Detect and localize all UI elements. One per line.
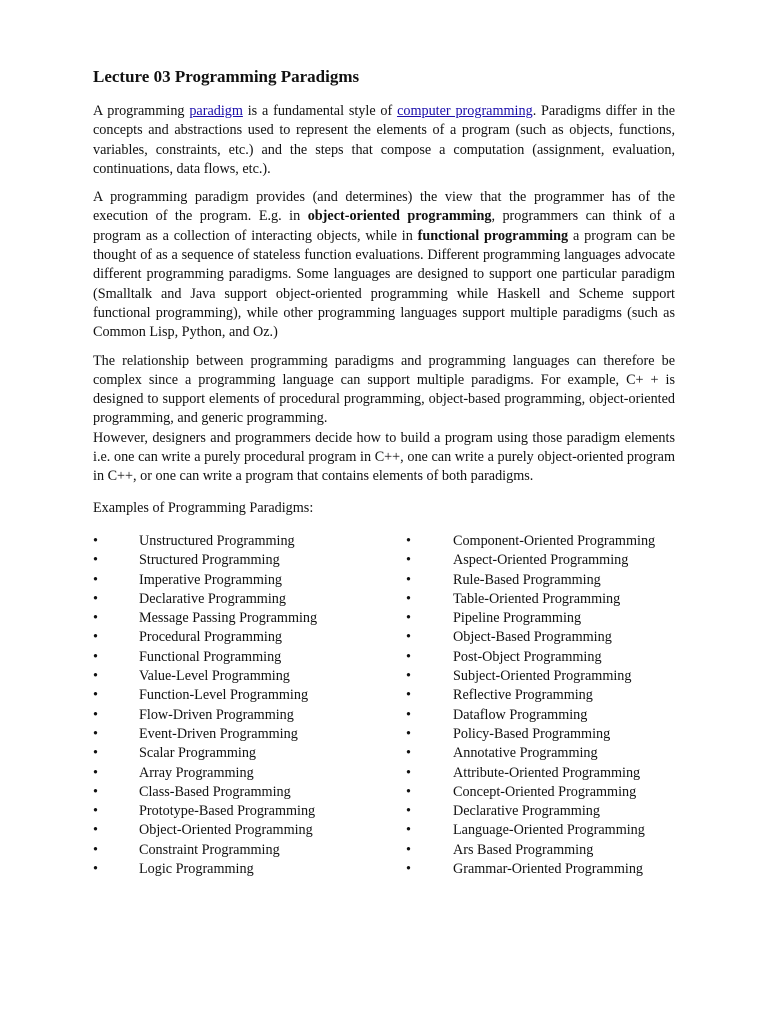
list-item-label: Value-Level Programming (139, 668, 290, 685)
list-item (406, 686, 706, 705)
paragraph-relationship: The relationship between programming paradigms and programming languages can therefore be complex since a programming language can support multiple paradigms. For example, C+ + is designed to support elements of procedural programming, object-based programming, object-oriented programming, and generic programming. (93, 352, 675, 427)
list-item (406, 628, 706, 647)
list-item (406, 802, 706, 821)
list-item (406, 725, 706, 744)
left-paradigm-list (93, 532, 393, 879)
list-item (406, 764, 706, 783)
list-item-label: Declarative Programming (139, 590, 286, 607)
list-item-label: Component-Oriented Programming (453, 532, 656, 549)
bullet-icon: • (93, 764, 98, 781)
list-item-label: Concept-Oriented Programming (453, 783, 637, 800)
bullet-icon: • (406, 764, 411, 781)
list-item-label: Attribute-Oriented Programming (453, 764, 641, 781)
bullet-icon: • (406, 706, 411, 723)
bullet-icon: • (406, 803, 411, 820)
list-item (93, 571, 393, 590)
bullet-icon: • (406, 629, 411, 646)
list-item (406, 667, 706, 686)
bullet-icon: • (93, 687, 98, 704)
oop-term: object-oriented programming (307, 208, 492, 225)
bullet-icon: • (93, 532, 98, 549)
list-item (93, 609, 393, 628)
list-item-label: Object-Based Programming (453, 629, 612, 646)
bullet-icon: • (406, 590, 411, 607)
list-item (406, 744, 706, 763)
bullet-icon: • (93, 571, 98, 588)
list-item-label: Rule-Based Programming (453, 571, 601, 588)
list-item (406, 532, 706, 551)
bullet-icon: • (93, 590, 98, 607)
list-item-label: Reflective Programming (453, 687, 593, 704)
bullet-icon: • (93, 648, 98, 665)
list-item-label: Array Programming (139, 764, 254, 781)
list-item-label: Scalar Programming (139, 745, 257, 762)
list-item-label: Message Passing Programming (139, 610, 318, 627)
list-item (406, 860, 706, 879)
bullet-icon: • (93, 822, 98, 839)
fp-term: functional programming (417, 227, 569, 244)
list-item-label: Structured Programming (139, 552, 280, 569)
list-item (93, 686, 393, 705)
list-item (406, 648, 706, 667)
bullet-icon: • (93, 552, 98, 569)
list-item-label: Subject-Oriented Programming (453, 668, 632, 685)
list-item (93, 532, 393, 551)
list-item (93, 551, 393, 570)
paradigm-link[interactable]: paradigm (189, 103, 243, 119)
list-item (93, 667, 393, 686)
bullet-icon: • (93, 725, 98, 742)
list-item (93, 706, 393, 725)
bullet-icon: • (93, 629, 98, 646)
list-item-label: Imperative Programming (139, 571, 283, 588)
list-item-label: Aspect-Oriented Programming (453, 552, 629, 569)
para2-text-2: , programmers can think of a program as a collection of interacting objects, while in (93, 208, 675, 244)
bullet-icon: • (93, 668, 98, 685)
bullet-icon: • (406, 822, 411, 839)
bullet-icon: • (93, 803, 98, 820)
list-item (406, 821, 706, 840)
list-item-label: Procedural Programming (139, 629, 283, 646)
list-item-label: Table-Oriented Programming (453, 590, 621, 607)
list-item (406, 609, 706, 628)
list-item (93, 783, 393, 802)
list-item-label: Flow-Driven Programming (139, 706, 294, 723)
para1-text-3: . Paradigms differ in the concepts and abstractions used to represent the elements of a program (such as objects, functions, variables, constraints, etc.) and the steps that compose a computation (assignment, evaluation, continuations, data flows, etc.). (93, 103, 675, 177)
list-item-label: Grammar-Oriented Programming (453, 860, 644, 877)
list-item-label: Prototype-Based Programming (139, 803, 316, 820)
document-page (93, 66, 676, 877)
list-item-label: Unstructured Programming (139, 532, 295, 549)
list-item (93, 764, 393, 783)
list-item (93, 725, 393, 744)
paragraph-view (93, 188, 675, 342)
bullet-icon: • (406, 745, 411, 762)
bullet-icon: • (406, 610, 411, 627)
bullet-icon: • (406, 552, 411, 569)
list-item-label: Event-Driven Programming (139, 725, 298, 742)
list-item (406, 551, 706, 570)
list-item-label: Class-Based Programming (139, 783, 291, 800)
list-item (93, 628, 393, 647)
bullet-icon: • (406, 860, 411, 877)
bullet-icon: • (406, 668, 411, 685)
page-title: Lecture 03 Programming Paradigms (93, 67, 360, 86)
list-item-label: Policy-Based Programming (453, 725, 611, 742)
bullet-icon: • (406, 725, 411, 742)
list-item-label: Dataflow Programming (453, 706, 588, 723)
right-paradigm-list (406, 532, 706, 879)
list-item-label: Object-Oriented Programming (139, 822, 313, 839)
bullet-icon: • (406, 648, 411, 665)
list-item-label: Post-Object Programming (453, 648, 602, 665)
list-item-label: Functional Programming (139, 648, 282, 665)
para1-text-1: A programming (93, 103, 190, 119)
bullet-icon: • (93, 783, 98, 800)
list-item-label: Function-Level Programming (139, 687, 309, 704)
bullet-icon: • (93, 860, 98, 877)
list-item-label: Declarative Programming (453, 803, 600, 820)
para2-text-3: a program can be thought of as a sequence of stateless function evaluations. Different programming languages advocate different programming paradigms. Some languages are designed to support one particular paradigm (Smalltalk and Java support object-oriented programming while Haskell and Scheme support functional programming), while other programming languages support multiple paradigms (such as Common Lisp, Python, and Oz.) (93, 227, 676, 341)
list-item-label: Constraint Programming (139, 841, 280, 858)
paragraph-designers: However, designers and programmers decide how to build a program using those paradigm elements i.e. one can write a purely procedural program in C++, one can write a purely object-oriented program in C++, or one can write a program that contains elements of both paradigms. (93, 429, 675, 485)
list-item-label: Annotative Programming (453, 745, 598, 762)
list-item (406, 706, 706, 725)
para2-text-1: A programming paradigm provides (and determines) the view that the programmer has of the execution of the program. E.g. in (93, 189, 675, 225)
list-item-label: Pipeline Programming (453, 610, 582, 627)
list-item-label: Logic Programming (139, 860, 254, 877)
list-item-label: Language-Oriented Programming (453, 822, 645, 839)
bullet-icon: • (406, 687, 411, 704)
list-item (406, 571, 706, 590)
examples-heading: Examples of Programming Paradigms: (93, 499, 314, 516)
list-item (93, 821, 393, 840)
bullet-icon: • (406, 783, 411, 800)
list-item-label: Ars Based Programming (453, 841, 594, 858)
bullet-icon: • (406, 571, 411, 588)
bullet-icon: • (93, 745, 98, 762)
list-item (406, 590, 706, 609)
bullet-icon: • (406, 841, 411, 858)
bullet-icon: • (93, 841, 98, 858)
list-item (93, 590, 393, 609)
list-item (93, 802, 393, 821)
list-item (93, 744, 393, 763)
bullet-icon: • (93, 706, 98, 723)
list-item (93, 841, 393, 860)
list-item (93, 648, 393, 667)
list-item (93, 860, 393, 879)
computer-programming-link[interactable]: computer programming (397, 103, 533, 119)
bullet-icon: • (406, 532, 411, 549)
bullet-icon: • (93, 610, 98, 627)
paragraph-definition (93, 102, 675, 179)
list-item (406, 783, 706, 802)
para1-text-2: is a fundamental style of (242, 103, 398, 119)
list-item (406, 841, 706, 860)
